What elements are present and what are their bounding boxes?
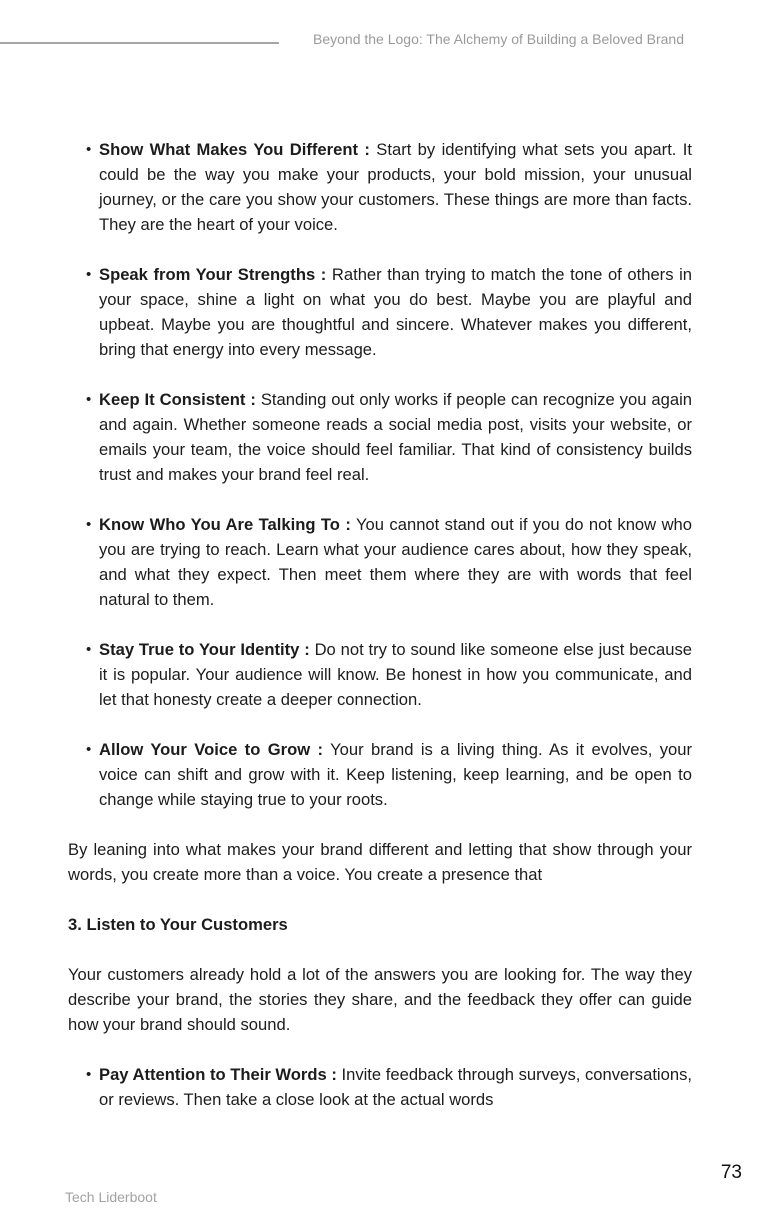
bullet-lead: Show What Makes You Different :: [99, 140, 370, 159]
bullet-text: Standing out only works if people can recognize you again and again. Whether someone reads a social media post, visits your website, or emails your team, the voice should feel familiar. That kind of consistency builds trust and makes your brand feel real.: [99, 390, 692, 484]
bullet-text: Rather than trying to match the tone of others in your space, shine a light on what you do best. Maybe you are playful and upbeat. Maybe you are thoughtful and sincere. Whatever makes you different, bring that energy into every message.: [99, 265, 692, 359]
section-heading: 3. Listen to Your Customers: [68, 915, 288, 934]
list-item: [68, 512, 692, 612]
list-item: [68, 637, 692, 712]
running-head-title: Beyond the Logo: The Alchemy of Building a Beloved Brand: [313, 31, 684, 47]
bullet-lead: Know Who You Are Talking To :: [99, 515, 351, 534]
bullet-lead: Stay True to Your Identity :: [99, 640, 310, 659]
closing-paragraph: By leaning into what makes your brand different and letting that show through your words, you create more than a voice. You create a presence that: [68, 840, 692, 884]
bullet-text: Invite feedback through surveys, conversations, or reviews. Then take a close look at the actual words: [99, 1065, 692, 1109]
brand-voice-bullet-list: [68, 137, 692, 812]
bullet-text: Do not try to sound like someone else just because it is popular. Your audience will know. Be honest in how you communicate, and let that honesty create a deeper connection.: [99, 640, 692, 709]
list-item: [68, 262, 692, 362]
list-item: [68, 137, 692, 237]
page-number: 73: [720, 1162, 742, 1183]
bullet-text: You cannot stand out if you do not know who you are trying to reach. Learn what your audience cares about, how they speak, and what they expect. Then meet them where they are with words that feel natural to them.: [99, 515, 693, 609]
list-item: [68, 737, 692, 812]
bullet-lead: Speak from Your Strengths :: [99, 265, 327, 284]
header-rule: [0, 42, 279, 44]
bullet-text: Your brand is a living thing. As it evolves, your voice can shift and grow with it. Keep listening, keep learning, and be open to change while staying true to your roots.: [99, 740, 693, 809]
section-intro-paragraph: Your customers already hold a lot of the answers you are looking for. The way they describe your brand, the stories they share, and the feedback they offer can guide how your brand should sound.: [68, 965, 692, 1034]
bullet-lead: Allow Your Voice to Grow :: [99, 740, 324, 759]
list-item: [68, 387, 692, 487]
bullet-lead: Keep It Consistent :: [99, 390, 256, 409]
bullet-text: Start by identifying what sets you apart. It could be the way you make your products, your bold mission, your unusual journey, or the care you show your customers. These things are more than facts. They are the heart of your voice.: [99, 140, 692, 234]
page-body: [68, 137, 692, 1112]
footer-brand: Tech Liderboot: [65, 1189, 157, 1205]
bullet-lead: Pay Attention to Their Words :: [99, 1065, 337, 1084]
customer-bullet-list: [68, 1062, 692, 1112]
list-item: [68, 1062, 692, 1112]
